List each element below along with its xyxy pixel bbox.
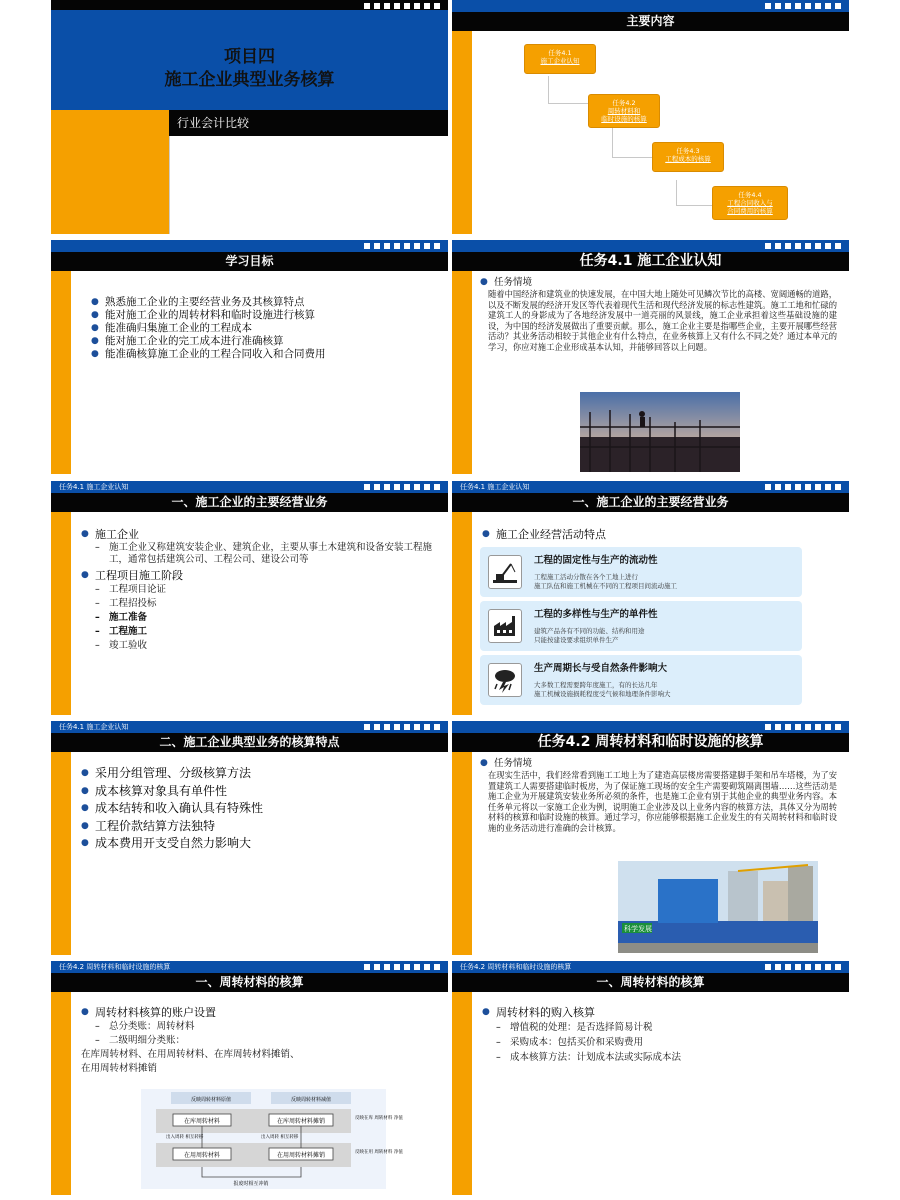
task-label: 任务4.2 周转材料和临时设施的核算 (460, 963, 572, 971)
list-item: ● 工程项目施工阶段 (81, 568, 438, 583)
factory-icon (488, 609, 522, 643)
project-title: 项目四 (224, 47, 275, 67)
svg-text:反映周转材料减值: 反映周转材料减值 (290, 1097, 332, 1103)
feature-card: 工程的多样性与生产的单件性 建筑产品各有不同的功能、结构和用途 只能按建设要求组织单件生产 (480, 601, 802, 651)
objectives-list (91, 296, 438, 361)
stage-item: – 工程项目论证 (81, 583, 438, 597)
list-item: ● 熟悉施工企业的主要经营业务及其核算特点 (91, 296, 438, 309)
task-step-1[interactable]: 任务4.1 施工企业认知 (524, 44, 596, 74)
stage-item: – 工程招投标 (81, 597, 438, 611)
svg-text:出入周转 相互转移: 出入周转 相互转移 (166, 1135, 204, 1140)
list-item: ● 能对施工企业的周转材料和临时设施进行核算 (91, 309, 438, 322)
slide-heading: 一、周转材料的核算 (51, 973, 448, 992)
site-sign: 科学发展 (624, 925, 652, 933)
slide-features (452, 481, 849, 715)
slide-main-business (51, 481, 448, 715)
slide-task-4-2 (452, 721, 849, 955)
svg-text:反映在用 周转材料 净值: 反映在用 周转材料 净值 (355, 1150, 403, 1155)
list-item: ● 工程价款结算方法独特 (81, 818, 438, 836)
list-item: ● 施工企业经营活动特点 (482, 526, 839, 544)
stage-item: – 施工准备 (81, 611, 438, 625)
slide-heading: 一、施工企业的主要经营业务 (51, 493, 448, 512)
scenario-text: 在现实生活中，我们经常看到施工工地上为了建造高层楼房需要搭建脚手架和吊车塔楼，为了安置建筑工人需要搭建临时板房，为了保证施工现场的安全生产需要砌筑隔离围墙……这些活动是施工企业为开展建筑安装业务所必须的条件，也是施工企业有别于其他企业的典型业务内容。本任务单元将以一家施工企业为例，说明施工企业涉及以上业务内容的核算方法，具体又分为周转材料的核算和临时设施的核算。通过学习，你应能够根据施工企业发生的有关周转材料和临时设施的业务活动进行准确的会计核算。 (488, 770, 837, 833)
slide-title (51, 0, 448, 234)
svg-text:在用周转材料摊销: 在用周转材料摊销 (276, 1152, 326, 1159)
list-item: ● 施工企业 (81, 527, 438, 542)
project-subtitle: 施工企业典型业务核算 (164, 70, 335, 90)
list-item: ● 成本费用开支受自然力影响大 (81, 835, 438, 853)
task-step-4[interactable]: 任务4.4 工程合同收入与 合同费用的核算 (712, 186, 788, 220)
scenario-label: ● 任务情境 (480, 276, 837, 289)
svg-text:在用周转材料: 在用周转材料 (183, 1152, 221, 1159)
slide-heading: 一、周转材料的核算 (452, 973, 849, 992)
task-label: 任务4.1 施工企业认知 (59, 723, 129, 731)
svg-text:反映在库 周转材料 净值: 反映在库 周转材料 净值 (355, 1116, 403, 1121)
list-item: ● 成本核算对象具有单件性 (81, 783, 438, 801)
slide-heading: 一、施工企业的主要经营业务 (452, 493, 849, 512)
svg-text:在库周转材料: 在库周转材料 (183, 1118, 221, 1125)
task-label: 任务4.1 施工企业认知 (460, 483, 530, 491)
svg-text:反映周转材料原值: 反映周转材料原值 (190, 1097, 232, 1103)
scenario-label: ● 任务情境 (480, 757, 837, 770)
list-item: ● 能准确核算施工企业的工程合同收入和合同费用 (91, 348, 438, 361)
list-item: ● 成本结转和收入确认具有特殊性 (81, 800, 438, 818)
list-item: ● 周转材料核算的账户设置 (81, 1005, 438, 1020)
crane-icon (488, 555, 522, 589)
task-step-2[interactable]: 任务4.2 周转材料和 临时设施的核算 (588, 94, 660, 128)
slide-materials-accounts: 任务4.2 周转材料和临时设施的核算 一、周转材料的核算 ● 周转材料核算的账户设置 – 总分类账：周转材料 – 二级明细分类账： 在库周转材料、在用周转材料、在库周转材料摊销、 在用周转材料摊销 反映周转材料原值 反映周转材料减值 在库周转材料 在库周转材料摊销 在用周转材料 在用周转材料摊销 出入周转 相互转移 出入周转 相互转移 反映在库 周转材料 净值 反映在用 周转材料 净值 报废时相互冲销 (51, 961, 448, 1195)
slide-heading: 任务4.1 施工企业认知 (452, 252, 849, 271)
slide-task-4-1 (452, 240, 849, 474)
stage-item: – 工程施工 (81, 625, 438, 639)
svg-text:出入周转 相互转移: 出入周转 相互转移 (261, 1135, 299, 1140)
slide-heading: 二、施工企业典型业务的核算特点 (51, 733, 448, 752)
svg-text:在库周转材料摊销: 在库周转材料摊销 (276, 1118, 326, 1125)
task-label: 任务4.1 施工企业认知 (59, 483, 129, 491)
list-item: ● 采用分组管理、分级核算方法 (81, 765, 438, 783)
feature-card: 生产周期长与受自然条件影响大 大多数工程需要跨年度施工，有的长达几年 施工机械设施损耗程度受气候和地理条件影响大 (480, 655, 802, 705)
slide-materials-purchase: 任务4.2 周转材料和临时设施的核算 一、周转材料的核算 ● 周转材料的购入核算 – 增值税的处理：是否选择简易计税 – 采购成本：包括买价和采购费用 – 成本核算方法：计划成本法或实际成本法 (452, 961, 849, 1195)
svg-text:报废时相互冲销: 报废时相互冲销 (233, 1181, 269, 1187)
feature-card: 工程的固定性与生产的流动性 工程施工活动分散在各个工地上进行 施工队伍和施工机械在不同的工程项目间流动施工 (480, 547, 802, 597)
task-label: 任务4.2 周转材料和临时设施的核算 (59, 963, 171, 971)
site-photo (618, 861, 818, 953)
slide-heading: 学习目标 (51, 252, 448, 271)
scenario-text: 随着中国经济和建筑业的快速发展，在中国大地上随处可见鳞次节比的高楼、宽阔通畅的道路，以及不断发展的经济开发区等代表着现代生活和现代经济发展的标志性建筑。施工工地和忙碌的建筑工人的身影成为了各地经济发展中一道亮丽的风景线，施工企业承担着这些基础设施的建设，为中国的经济发展做出了重要贡献。那么，施工企业主要是指哪些企业，主要开展哪些经营活动？其业务活动相较于其他企业有什么特点，在业务核算上又有什么不同之处？通过本单元的学习，你应对施工企业形成基本认知，并能够回答以上问题。 (488, 289, 837, 352)
slide-heading: 任务4.2 周转材料和临时设施的核算 (452, 733, 849, 752)
course-name: 行业会计比较 (177, 116, 250, 130)
definition-text: – 施工企业又称建筑安装企业、建筑企业，主要从事土木建筑和设备安装工程施工，通常包括建筑公司、工程公司、建设公司等 (81, 542, 438, 566)
account-diagram (141, 1089, 403, 1189)
slide-heading: 主要内容 (452, 12, 849, 31)
storm-icon (488, 663, 522, 697)
list-item: ● 能准确归集施工企业的工程成本 (91, 322, 438, 335)
slide-objectives (51, 240, 448, 474)
list-item: ● 能对施工企业的完工成本进行准确核算 (91, 335, 438, 348)
task-step-3[interactable]: 任务4.3 工程成本的核算 (652, 142, 724, 172)
stage-item: – 竣工验收 (81, 639, 438, 653)
slide-accounting-features (51, 721, 448, 955)
list-item: ● 周转材料的购入核算 (482, 1005, 839, 1020)
slide-contents (452, 0, 849, 234)
construction-photo (580, 392, 740, 472)
